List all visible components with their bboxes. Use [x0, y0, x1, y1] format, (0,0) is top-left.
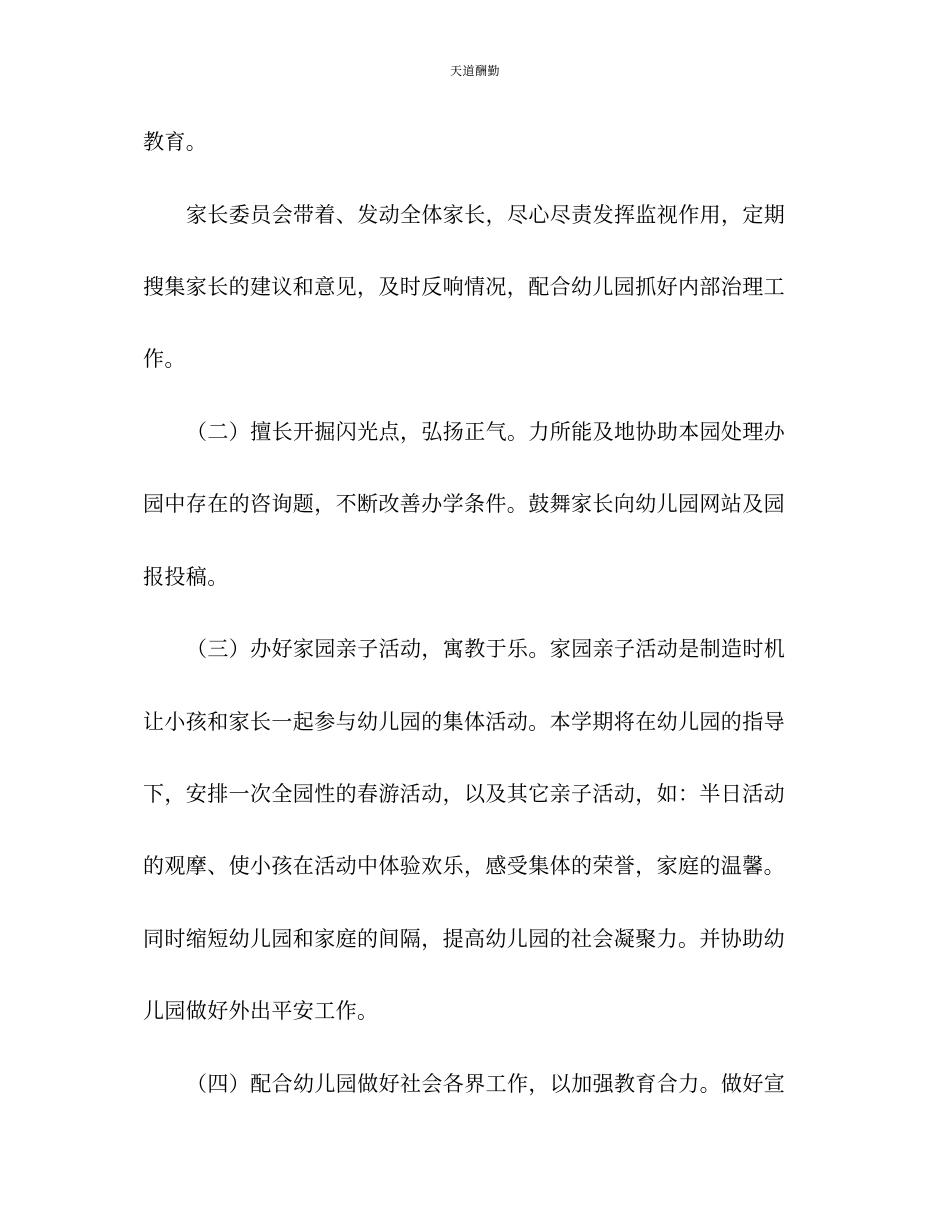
body-line-10: 下，安排一次全园性的春游活动，以及其它亲子活动，如：半日活动: [143, 782, 785, 806]
body-line-13: 儿园做好外出平安工作。: [143, 999, 379, 1023]
body-line-7: 报投稿。: [143, 565, 229, 589]
body-line-2: 家长委员会带着、发动全体家长，尽心尽责发挥监视作用，定期: [186, 203, 786, 227]
body-line-3: 搜集家长的建议和意见，及时反响情况，配合幼儿园抓好内部治理工: [143, 275, 785, 299]
body-line-14: （四）配合幼儿园做好社会各界工作，以加强教育合力。做好宣: [186, 1072, 786, 1096]
body-line-12: 同时缩短幼儿园和家庭的间隔，提高幼儿园的社会凝聚力。并协助幼: [143, 927, 785, 951]
body-line-6: 园中存在的咨询题，不断改善办学条件。鼓舞家长向幼儿园网站及园: [143, 492, 785, 516]
body-line-4: 作。: [143, 347, 186, 371]
body-line-9: 让小孩和家长一起参与幼儿园的集体活动。本学期将在幼儿园的指导: [143, 710, 785, 734]
body-line-8: （三）办好家园亲子活动，寓教于乐。家园亲子活动是制造时机: [186, 637, 786, 661]
body-line-1: 教育。: [143, 130, 208, 154]
body-line-11: 的观摩、使小孩在活动中体验欢乐，感受集体的荣誉，家庭的温馨。: [143, 854, 785, 878]
body-line-5: （二）擅长开掘闪光点，弘扬正气。力所能及地协助本园处理办: [186, 420, 786, 444]
page-header: 天道酬勤: [449, 64, 500, 78]
